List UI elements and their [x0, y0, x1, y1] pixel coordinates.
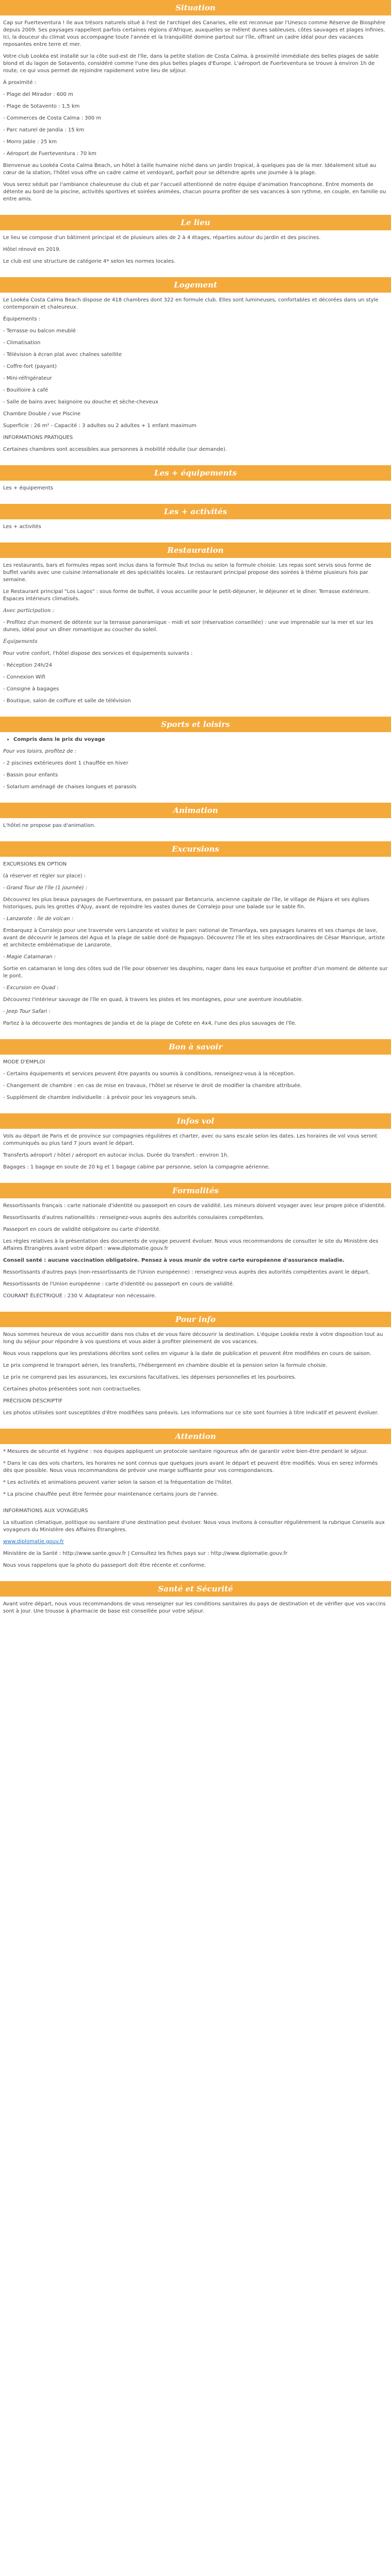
section-title-pour-info: Pour info	[0, 1312, 391, 1327]
excursions-sub: (à réserver et régler sur place) :	[3, 873, 86, 879]
section-lieu	[0, 230, 391, 277]
infos-text: Bagages : 1 bagage en soute de 20 kg et 1 bagage cabine par personne, selon la compagnie aérienne.	[3, 1164, 270, 1170]
section-title-animation: Animation	[0, 803, 391, 818]
logement-intro: Le Lookéa Costa Calma Beach dispose de 418 chambres dont 322 en formule club. Elles sont lumineuses, confortables et décorées dans un style contemporain et chaleureux.	[3, 297, 379, 310]
activites-text: Les + activités	[3, 524, 41, 530]
section-restauration	[0, 558, 391, 717]
restauration-subtitle: Avec participation :	[3, 608, 54, 614]
section-title-lieu: Le lieu	[0, 215, 391, 230]
sports-item: - 2 piscines extérieures dont 1 chauffée en hiver	[3, 760, 128, 766]
nearby-item: - Commerces de Costa Calma : 300 m	[3, 115, 102, 121]
attention-links: Ministère de la Santé : http://www.sante.gouv.fr | Consultez les fiches pays sur : http://www.diplomatie.gouv.fr	[3, 1551, 288, 1556]
section-title-sports: Sports et loisirs	[0, 717, 391, 732]
section-pour-info	[0, 1327, 391, 1429]
formalites-text: Ressortissants de l'Union européenne : carte d'identité ou passeport en cours de validité.	[3, 1281, 234, 1287]
facility-item: - Consigne à bagages	[3, 686, 59, 692]
restauration-text: Les restaurants, bars et formules repas sont inclus dans la formule Tout Inclus ou selon la formule choisie. Les repas sont servis sous forme de buffet variés avec une cuisine internationale et des spécialités locales. Le restaurant principal propose des soirées à thème plusieurs fois par semaine.	[3, 563, 371, 583]
situation-atmosphere: Vous serez séduit par l'ambiance chaleureuse du club et par l'accueil attentionné de notre équipe d'animation francophone. Entre moments de détente au bord de la piscine, activités sportives et soirées animées, chacun pourra profiter de ses vacances à son rythme, en couple, en famille ou entre amis.	[3, 182, 386, 202]
nearby-item: - Morro Jable : 25 km	[3, 139, 57, 145]
sports-item: - Solarium aménagé de chaises longues et parasols	[3, 784, 137, 790]
sports-list	[3, 736, 388, 743]
nearby-title: À proximité :	[3, 80, 36, 86]
attention-text: * Les activités et animations peuvent varier selon la saison et la fréquentation de l'hôtel.	[3, 1480, 233, 1485]
section-title-bon-a-savoir: Bon à savoir	[0, 1039, 391, 1055]
section-situation	[0, 15, 391, 215]
animation-text: L'hôtel ne propose pas d'animation.	[3, 823, 96, 828]
formalites-text: Ressortissants d'autres nationalités : renseignez-vous auprès des autorités consulaires compétentes.	[3, 1215, 265, 1221]
formalites-text: Les règles relatives à la présentation des documents de voyage peuvent évoluer. Nous vous recommandons de consulter le site du Ministère des Affaires Étrangères avant votre départ : www.diplomatie.gouv.fr	[3, 1239, 379, 1251]
attention-sub: INFORMATIONS AUX VOYAGEURS	[3, 1508, 88, 1514]
formalites-current: COURANT ÉLECTRIQUE : 230 V. Adaptateur non nécessaire.	[3, 1293, 156, 1299]
excursion-text: Sortie en catamaran le long des côtes sud de l'île pour observer les dauphins, nager dans les eaux turquoise et profiter d'un moment de détente sur le pont.	[3, 966, 388, 979]
attention-text: * Mesures de sécurité et hygiène : nos équipes appliquent un protocole sanitaire rigoureux afin de garantir votre bien-être pendant le séjour.	[3, 1449, 368, 1454]
info-text: Les photos utilisées sont susceptibles d'être modifiées sans préavis. Les informations sur ce site sont fournies à titre indicatif et peuvent évoluer.	[3, 1410, 379, 1416]
equipment-item: - Mini-réfrigérateur	[3, 376, 52, 381]
excursion-title: - Jeep Tour Safari :	[3, 1009, 51, 1014]
restauration-text: - Profitez d'un moment de détente sur la terrasse panoramique - midi et soir (réservation conseillée) : une vue imprenable sur la mer et sur les dunes, idéal pour un dîner romantique au coucher du soleil.	[3, 620, 373, 633]
section-title-formalites: Formalités	[0, 1183, 391, 1198]
section-infos-vol	[0, 1129, 391, 1183]
formalites-text: Ressortissants d'autres pays (non-ressortissants de l'Union européenne) : renseignez-vous auprès des autorités compétentes avant le départ.	[3, 1269, 370, 1275]
info-text: Certaines chambres sont accessibles aux personnes à mobilité réduite (sur demande).	[3, 447, 227, 452]
lieu-text: Le club est une structure de catégorie 4* selon les normes locales.	[3, 259, 176, 264]
attention-text: * Dans le cas des vols charters, les horaires ne sont connus que quelques jours avant le départ et peuvent être modifiés. Vous en serez informés dès que possible. Nous vous recommandons de prévoir une marge suffisante pour vos correspondances.	[3, 1461, 378, 1473]
excursion-text: Découvrez les plus beaux paysages de Fuerteventura, en passant par Betancuria, ancienne capitale de l'île, le village de Pájara et ses églises historiques, puis les grottes d'Ajuy, avant de rejoindre les vastes dunes de Corralejo pour une balade sur le sable fin.	[3, 897, 369, 910]
section-sports	[0, 732, 391, 803]
equipment-item: - Climatisation	[3, 340, 41, 346]
info-sub: PRÉCISION DESCRIPTIF	[3, 1398, 63, 1404]
section-attention	[0, 1444, 391, 1581]
equipment-item: - Terrasse ou balcon meublé	[3, 328, 76, 334]
section-title-activites: Les + activités	[0, 504, 391, 519]
rooms-line: Superficie : 26 m² - Capacité : 3 adultes ou 2 adultes + 1 enfant maximum	[3, 423, 197, 429]
section-title-equipements: Les + équipements	[0, 465, 391, 481]
equipment-item: - Salle de bains avec baignoire ou douche et sèche-cheveux	[3, 399, 158, 405]
section-logement	[0, 293, 391, 465]
section-title-attention: Attention	[0, 1429, 391, 1444]
situation-location: Votre club Lookéa est installé sur la côte sud-est de l'île, dans la petite station de Costa Calma, à proximité immédiate des belles plages de sable blond et du lagon de Sotavento, considéré comme l'une des plus belles plages d'Europe. L'aéroport de Fuerteventura se trouve à environ 1h de route, ce qui vous permet de rejoindre rapidement votre lieu de séjour.	[3, 54, 379, 74]
situation-welcome: Bienvenue au Lookéa Costa Calma Beach, un hôtel à taille humaine niché dans un jardin tropical, à quelques pas de la mer. Idéalement situé au cœur de la station, l'hôtel vous offre un cadre calme et verdoyant, parfait pour se détendre après une journée à la plage.	[3, 163, 377, 176]
excursion-title: - Grand Tour de l'île (1 journée) :	[3, 885, 88, 891]
infos-text: Vols au départ de Paris et de province sur compagnies régulières et charter, avec ou sans escale selon les dates. Les horaires de vol vous seront communiqués au plus tard 7 jours avant le départ.	[3, 1133, 378, 1146]
excursion-text: Embarquez à Corralejo pour une traversée vers Lanzarote et visitez le parc national de Timanfaya, ses paysages lunaires et ses champs de lave, avant de découvrir le Jameos del Agua et la plage de sable doré de Papagayo. Découvrez l'île et les sites extraordinaires de César Manrique, artiste et architecte emblématique de Lanzarote.	[3, 928, 385, 948]
sports-sub: Pour vos loisirs, profitez de :	[3, 749, 77, 754]
section-equipements	[0, 481, 391, 504]
nearby-item: - Aéroport de Fuerteventura : 70 km	[3, 151, 96, 157]
bon-text: - Certains équipements et services peuvent être payants ou soumis à conditions, renseignez-vous à la réception.	[3, 1071, 296, 1077]
infos-text: Transferts aéroport / hôtel / aéroport en autocar inclus. Durée du transfert : environ 1h.	[3, 1153, 229, 1158]
rooms-title: Chambre Double / vue Piscine	[3, 411, 81, 417]
attention-text: * La piscine chauffée peut être fermée pour maintenance certains jours de l'année.	[3, 1492, 219, 1497]
section-title-logement: Logement	[0, 277, 391, 293]
info-text: Le prix comprend le transport aérien, les transferts, l'hébergement en chambre double et la pension selon la formule choisie.	[3, 1363, 328, 1368]
section-title-infos-vol: Infos vol	[0, 1113, 391, 1129]
bon-sub: MODE D'EMPLOI	[3, 1059, 45, 1065]
attention-text: Nous vous rappelons que la photo du passeport doit être récente et conforme.	[3, 1563, 206, 1568]
excursion-title: - Lanzarote : île de volcan :	[3, 916, 74, 922]
section-excursions	[0, 857, 391, 1039]
excursion-text: Découvrez l'intérieur sauvage de l'île en quad, à travers les pistes et les montagnes, pour une aventure inoubliable.	[3, 997, 303, 1003]
formalites-text: Passeport en cours de validité obligatoire ou carte d'identité.	[3, 1227, 161, 1232]
section-activites	[0, 519, 391, 543]
attention-text: La situation climatique, politique ou sanitaire d'une destination peut évoluer. Nous vous invitons à consulter régulièrement la rubrique Conseils aux voyageurs du Ministère des Affaires Étrangères.	[3, 1520, 385, 1533]
sports-item: - Bassin pour enfants	[3, 772, 58, 778]
section-title-excursions: Excursions	[0, 841, 391, 857]
equipment-item: - Télévision à écran plat avec chaînes satellite	[3, 352, 122, 358]
diplomatie-link[interactable]: www.diplomatie.gouv.fr	[3, 1539, 64, 1545]
info-title: INFORMATIONS PRATIQUES	[3, 435, 73, 440]
excursion-title: - Magie Catamaran :	[3, 954, 56, 960]
section-bon-a-savoir	[0, 1055, 391, 1113]
equipment-item: - Bouilloire à café	[3, 387, 48, 393]
excursion-text: Partez à la découverte des montagnes de Jandia et de la plage de Cofete en 4x4, l'une des plus sauvages de l'île.	[3, 1021, 297, 1026]
excursions-sub: EXCURSIONS EN OPTION	[3, 861, 67, 867]
info-text: Certaines photos présentées sont non contractuelles.	[3, 1386, 141, 1392]
formalites-text: Ressortissants français : carte nationale d'identité ou passeport en cours de validité. Les mineurs doivent voyager avec leur propre pièce d'identité.	[3, 1203, 386, 1209]
facility-item: - Boutique, salon de coiffure et salle de télévision	[3, 698, 131, 704]
nearby-item: - Plage de Sotavento : 1,5 km	[3, 104, 80, 109]
bon-text: - Changement de chambre : en cas de mise en travaux, l'hôtel se réserve le droit de modifier la chambre attribuée.	[3, 1083, 302, 1089]
section-sante	[0, 1597, 391, 1627]
section-formalites	[0, 1198, 391, 1312]
info-text: Nous vous rappelons que les prestations décrites sont celles en vigueur à la date de publication et peuvent être modifiées en cours de saison.	[3, 1351, 372, 1357]
restauration-text: Le Restaurant principal "Los Lagos" : sous forme de buffet, il vous accueille pour le petit-déjeuner, le déjeuner et le dîner. Terrasse extérieure. Espaces intérieurs climatisés.	[3, 589, 370, 602]
nearby-item: - Plage del Mirador : 600 m	[3, 92, 73, 97]
restauration-subtitle: Équipements	[3, 639, 38, 645]
situation-intro: Cap sur Fuerteventura ! Ile aux trésors naturels situé à l'est de l'archipel des Canaries, elle est reconnue par l'Unesco comme Réserve de Biosphère depuis 2009. Ses paysages rappellent parfois certaines régions d'Afrique, auxquelles se mêlent dunes sableuses, côtes sauvages et plages infinies. Ici, la douceur du climat vous accompagne toute l'année et la tranquillité domine partout sur l'île, offrant un cadre idéal pour des vacances reposantes entre terre et mer.	[3, 20, 386, 47]
restauration-text: Pour votre confort, l'hôtel dispose des services et équipements suivants :	[3, 651, 193, 656]
section-animation	[0, 818, 391, 841]
section-title-situation: Situation	[0, 0, 391, 15]
info-text: Nous sommes heureux de vous accueillir dans nos clubs et de vous faire découvrir la destination. L'équipe Lookéa reste à votre disposition tout au long du séjour pour répondre à vos questions et vous aider à profiter pleinement de vos vacances.	[3, 1332, 383, 1345]
lieu-text: Le lieu se compose d'un bâtiment principal et de plusieurs ailes de 2 à 4 étages, réparties autour du jardin et des piscines.	[3, 235, 321, 241]
formalites-health: Conseil santé : aucune vaccination obligatoire. Pensez à vous munir de votre carte européenne d'assurance maladie.	[3, 1258, 345, 1263]
sports-included: • Compris dans le prix du voyage	[13, 736, 388, 743]
sante-text: Avant votre départ, nous vous recommandons de vous renseigner sur les conditions sanitaires du pays de destination et de vérifier que vos vaccins sont à jour. Une trousse à pharmacie de base est conseillée pour votre séjour.	[3, 1601, 386, 1614]
nearby-item: - Parc naturel de Jandia : 15 km	[3, 127, 85, 133]
bon-text: - Supplément de chambre individuelle : à prévoir pour les voyageurs seuls.	[3, 1095, 198, 1100]
section-title-restauration: Restauration	[0, 543, 391, 558]
excursion-title: - Excursion en Quad :	[3, 985, 59, 991]
equipements-text: Les + équipements	[3, 485, 53, 491]
section-title-sante: Santé et Sécurité	[0, 1581, 391, 1597]
info-text: Le prix ne comprend pas les assurances, les excursions facultatives, les dépenses personnelles et les pourboires.	[3, 1375, 297, 1380]
equipment-title: Équipements :	[3, 316, 41, 322]
facility-item: - Réception 24h/24	[3, 663, 52, 668]
lieu-text: Hôtel rénové en 2019.	[3, 247, 61, 252]
equipment-item: - Coffre-fort (payant)	[3, 364, 57, 369]
facility-item: - Connexion Wifi	[3, 674, 45, 680]
